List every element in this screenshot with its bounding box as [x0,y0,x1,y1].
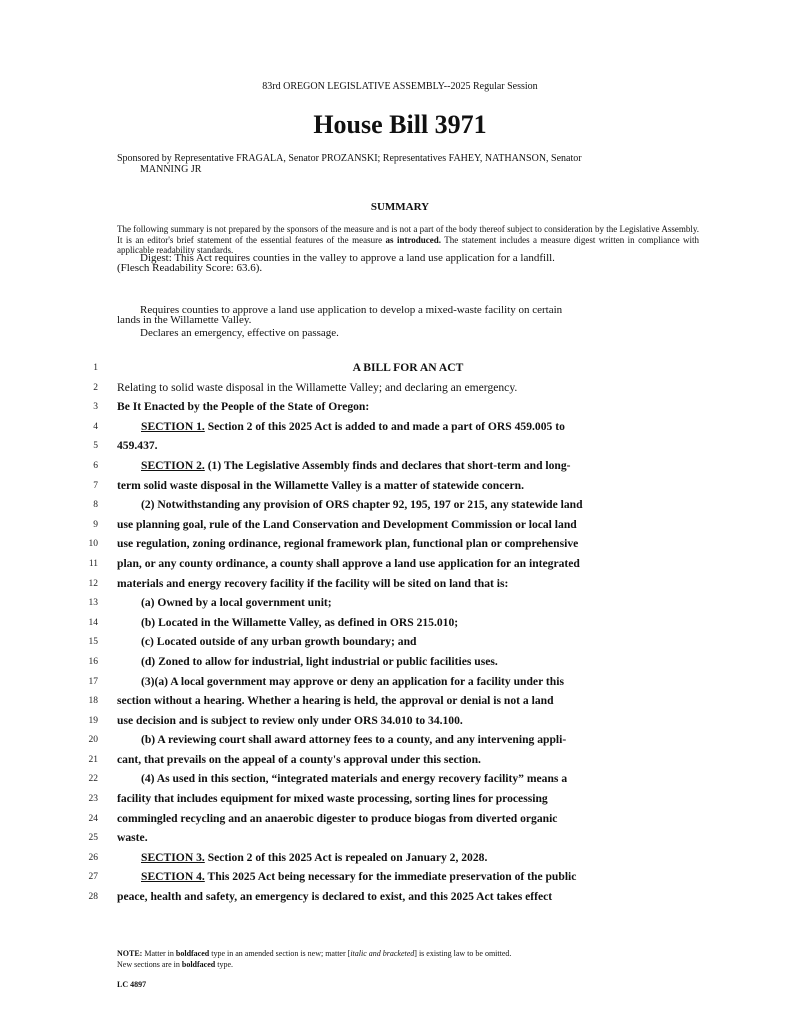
bill-line [0,791,800,811]
section-3-label: SECTION 3. [141,850,205,864]
bill-line [0,752,800,772]
footnote [117,948,699,970]
digest-paragraph-3 [117,328,699,338]
digest-line: Digest: This Act requires counties in the valley to approve a land use application for a landfill. [140,252,555,264]
session-header: 83rd OREGON LEGISLATIVE ASSEMBLY--2025 Regular Session [262,81,538,92]
bill-line [0,595,800,615]
note-bold: boldfaced [175,949,210,958]
bill-text-line: (2) Notwithstanding any provision of ORS chapter 92, 195, 197 or 215, any statewide land [141,498,583,512]
lc-number: LC 4897 [117,980,147,989]
bill-text-line: (3)(a) A local government may approve or deny an application for a facility under this [141,674,564,688]
digest-paragraph-1 [117,253,699,273]
bill-text-line: (a) Owned by a local government unit; [141,596,332,610]
note-text: New sections are in [117,960,182,969]
bill-text-line: (d) Zoned to allow for industrial, light industrial or public facilities uses. [141,654,498,668]
line-number: 15 [88,637,98,648]
line-number: 22 [88,774,98,785]
bill-line [0,674,800,694]
summary-heading: SUMMARY [370,201,430,213]
line-number: 7 [93,480,98,491]
digest-line: Declares an emergency, effective on passage. [140,327,339,339]
bill-line [0,732,800,752]
digest-line: lands in the Willamette Valley. [117,314,252,326]
line-number: 4 [93,421,98,432]
line-number: 24 [88,813,98,824]
footnote-line-2 [117,959,699,970]
bill-text-line: (c) Located outside of any urban growth boundary; and [141,635,417,649]
digest-line: (Flesch Readability Score: 63.6). [117,262,263,274]
bill-line [0,458,800,478]
line-number: 2 [93,382,98,393]
note-italic: italic and bracketed [350,949,415,958]
note-text: type. [215,960,233,969]
bill-line [0,536,800,556]
bill-text-line: peace, health and safety, an emergency is declared to exist, and this 2025 Act takes effect [117,890,553,904]
line-number: 25 [88,833,98,844]
line-number: 9 [93,519,98,530]
relating-clause: Relating to solid waste disposal in the Willamette Valley; and declaring an emergency. [117,380,518,394]
line-number: 27 [88,872,98,883]
line-number: 3 [93,402,98,413]
digest-paragraph-2 [117,305,699,325]
note-text: ] is existing law to be omitted. [414,949,512,958]
bill-line [0,438,800,458]
section-2-line [117,458,723,473]
line-number: 18 [88,696,98,707]
bill-text [0,360,800,909]
section-2-label: SECTION 2. [141,458,205,472]
line-number: 5 [93,441,98,452]
sponsors-line-2: MANNING JR [140,164,202,175]
bill-text-line: 459.437. [117,439,158,453]
digest-line: Requires counties to approve a land use application to develop a mixed-waste facility on certain [140,304,563,316]
bill-line [0,556,800,576]
summary-intro-text-b: The statement includes a measure digest written in compliance with applicable readability standards. [117,234,700,255]
line-number: 17 [88,676,98,687]
line-number: 8 [93,500,98,511]
section-3-line [117,850,723,865]
bill-line [0,380,800,400]
section-2-text: (1) The Legislative Assembly finds and declares that short-term and long- [204,458,571,472]
note-label: NOTE: [117,949,143,958]
bill-text-line: use regulation, zoning ordinance, regional framework plan, functional plan or comprehensive [117,537,579,551]
bill-line [0,399,800,419]
bill-text-line: use planning goal, rule of the Land Conservation and Development Commission or local land [117,517,577,531]
bill-text-line: cant, that prevails on the appeal of a county's approval under this section. [117,752,481,766]
summary-intro-text-a: The following summary is not prepared by the sponsors of the measure and is not a part of the body thereof subject to consideration by the Legislative Assembly. It is an editor's brief statement of the essential features of the measure [117,224,699,245]
bill-line [0,693,800,713]
bill-line [0,713,800,733]
section-1-label: SECTION 1. [141,419,205,433]
bill-text-line: waste. [117,831,148,845]
bill-line [0,497,800,517]
bill-text-line: facility that includes equipment for mixed waste processing, sorting lines for processing [117,792,548,806]
bill-text-line: (b) A reviewing court shall award attorney fees to a county, and any intervening appli- [141,733,567,747]
section-4-label: SECTION 4. [141,870,205,884]
bill-line [0,634,800,654]
bill-text-line: materials and energy recovery facility if the facility will be sited on land that is: [117,576,509,590]
bill-text-line: commingled recycling and an anaerobic digester to produce biogas from diverted organic [117,811,558,825]
line-number: 23 [88,794,98,805]
bill-heading: A BILL FOR AN ACT [352,361,464,374]
note-bold: boldfaced [181,960,216,969]
bill-title: House Bill 3971 [313,110,487,139]
line-number: 1 [93,363,98,373]
bill-line [0,850,800,870]
bill-line [0,654,800,674]
bill-text-line: (b) Located in the Willamette Valley, as defined in ORS 215.010; [141,615,459,629]
line-number: 16 [88,656,98,667]
enacting-clause: Be It Enacted by the People of the State of Oregon: [117,400,370,414]
summary-intro [117,224,699,256]
note-text: type in an amended section is new; matter [ [209,949,351,958]
summary-intro-bold: as introduced. [385,234,442,245]
bill-line [0,615,800,635]
line-number: 13 [88,598,98,609]
line-number: 21 [88,754,98,765]
bill-line [0,419,800,439]
section-3-text: Section 2 of this 2025 Act is repealed on January 2, 2028. [204,850,488,864]
bill-text-line: plan, or any county ordinance, a county shall approve a land use application for an integrated [117,556,580,570]
bill-line [0,889,800,909]
line-number: 19 [88,715,98,726]
sponsors [117,153,699,175]
line-number: 26 [88,852,98,863]
section-1-text: Section 2 of this 2025 Act is added to and made a part of ORS 459.005 to [204,419,565,433]
line-number: 20 [88,735,98,746]
section-1-line [117,419,723,434]
line-number: 12 [88,578,98,589]
bill-line [0,830,800,850]
line-number: 10 [88,539,98,550]
note-text: Matter in [142,949,176,958]
bill-line [0,576,800,596]
line-number: 28 [88,892,98,903]
line-number: 6 [93,460,98,471]
line-number: 14 [88,617,98,628]
line-number: 11 [88,558,98,569]
bill-line [0,478,800,498]
bill-line [0,869,800,889]
bill-line [0,811,800,831]
bill-text-line: (4) As used in this section, “integrated materials and energy recovery facility” means a [141,772,568,786]
bill-text-line: term solid waste disposal in the Willamette Valley is a matter of statewide concern. [117,478,525,492]
bill-line [0,771,800,791]
bill-line [0,360,800,380]
bill-line [0,517,800,537]
sponsors-line-1: Sponsored by Representative FRAGALA, Senator PROZANSKI; Representatives FAHEY, NATHANSON, Senator [117,153,582,164]
footnote-line-1 [117,948,699,959]
bill-text-line: section without a hearing. Whether a hearing is held, the approval or denial is not a land [117,694,554,708]
bill-text-line: use decision and is subject to review only under ORS 34.010 to 34.100. [117,713,463,727]
section-4-text: This 2025 Act being necessary for the immediate preservation of the public [204,870,577,884]
section-4-line [117,869,723,884]
